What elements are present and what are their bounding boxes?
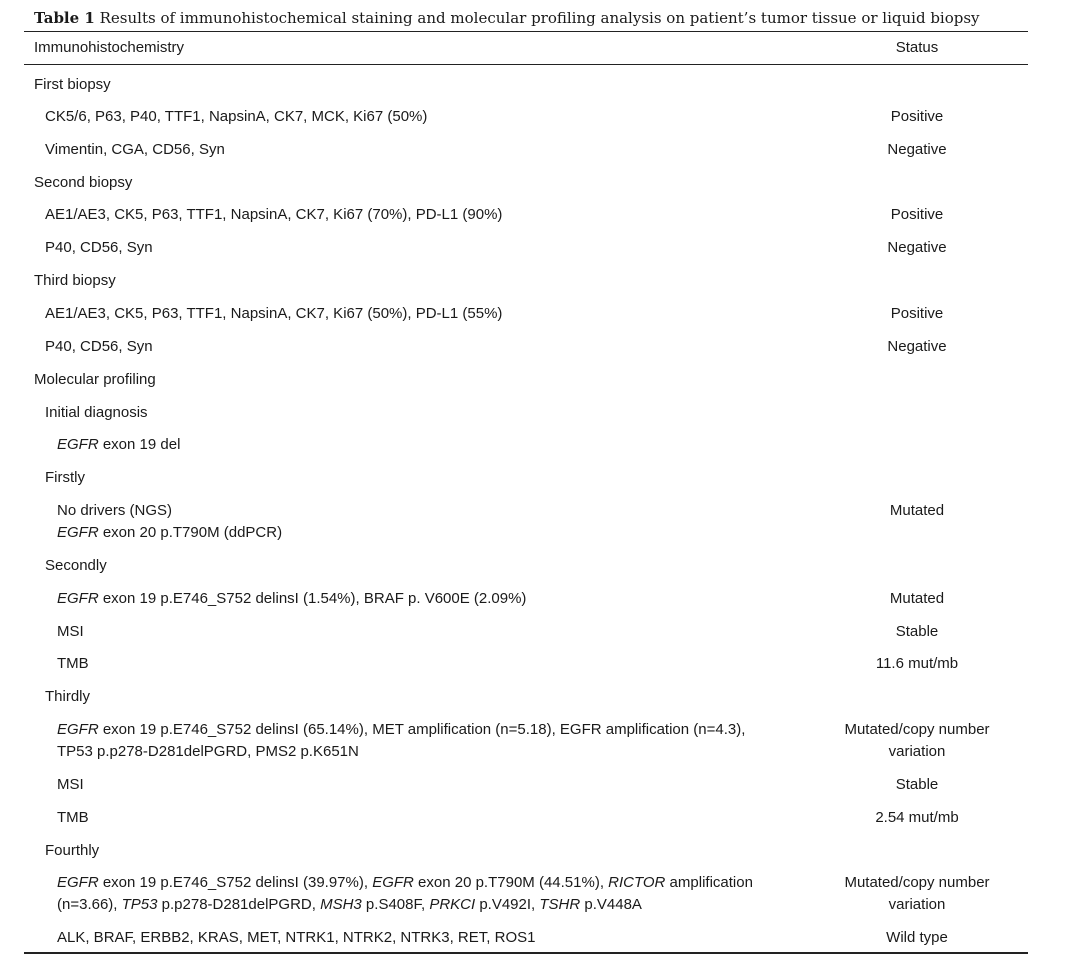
row-label [45,303,502,325]
row-label [45,336,153,358]
label-text: Secondly [45,557,107,574]
gene-name: MSH3 [320,896,362,913]
label-text: exon 19 p.E746_S752 delinsI (39.97%), [98,874,373,891]
label-text: Vimentin, CGA, CD56, Syn [45,141,225,158]
label-line [57,719,745,741]
header-rule [24,64,1028,65]
label-text: P40, CD56, Syn [45,338,153,355]
label-line [57,621,84,643]
status-cell [838,774,996,796]
label-text: MSI [57,623,84,640]
status-text: Stable [895,623,939,640]
table-caption-text: Results of immunohistochemical staining and molecular profiling analysis on patient’s tumor tissue or liquid biopsy [99,9,980,27]
label-line [45,237,153,259]
status-cell [838,500,996,522]
label-line [45,467,85,489]
label-text: p.S408F, [361,896,430,913]
label-text: First biopsy [34,76,111,93]
status-text: Negative [887,141,947,158]
label-line [45,336,153,358]
row-label [57,500,282,544]
row-label [45,139,225,161]
label-text: AE1/AE3, CK5, P63, TTF1, NapsinA, CK7, Ki67 (50%), PD-L1 (55%) [45,305,503,322]
row-label [45,467,85,489]
label-text: Firstly [45,469,85,486]
label-text: (n=3.66), [57,896,122,913]
header-status: Status [895,39,939,56]
status-text: Mutated [889,590,945,607]
status-text: Mutated/copy number [844,721,990,738]
row-label [57,588,526,610]
label-line [57,588,526,610]
row-label [45,402,148,424]
label-text: ALK, BRAF, ERBB2, KRAS, MET, NTRK1, NTRK2, NTRK3, RET, ROS1 [57,929,536,946]
label-text: p.V492I, [475,896,540,913]
label-text: MSI [57,776,84,793]
row-label [45,106,427,128]
row-label [34,270,116,292]
label-line [34,270,116,292]
table-header [0,37,1070,59]
status-cell [838,872,996,916]
gene-name: EGFR [57,524,99,541]
label-line [57,653,89,675]
status-cell [838,139,996,161]
label-text: TMB [57,809,89,826]
label-line [57,500,282,522]
status-text: Positive [890,108,944,125]
label-text: exon 20 p.T790M (ddPCR) [98,524,283,541]
row-label [45,237,153,259]
row-label [45,686,90,708]
label-line [57,434,180,456]
gene-name: TSHR [539,896,581,913]
label-line [45,106,427,128]
status-cell [838,336,996,358]
label-line [34,74,111,96]
status-cell [838,204,996,226]
row-label [57,872,753,916]
label-line [34,369,156,391]
gene-name: TP53 [121,896,158,913]
header-immunohistochemistry: Immunohistochemistry [34,39,185,56]
label-text: p.p278-D281delPGRD, [157,896,321,913]
status-text: Wild type [886,929,948,946]
label-text: Initial diagnosis [45,404,148,421]
row-label [57,434,180,456]
label-line [57,894,753,916]
label-text: exon 20 p.T790M (44.51%), [413,874,609,891]
label-text: TP53 p.p278-D281delPGRD, PMS2 p.K651N [57,743,359,760]
status-cell [838,106,996,128]
table-label: Table 1 [34,9,95,27]
bottom-rule [24,952,1028,954]
label-text: Thirdly [45,688,91,705]
row-label [34,74,111,96]
status-text: Mutated [889,502,945,519]
status-cell [838,621,996,643]
row-label [34,172,132,194]
label-line [45,555,107,577]
row-label [57,719,745,763]
label-line [57,741,745,763]
status-text: Negative [887,338,947,355]
label-line [45,303,502,325]
label-text: Second biopsy [34,174,133,191]
label-text: TMB [57,655,89,672]
label-line [45,402,148,424]
gene-name: EGFR [372,874,414,891]
status-text: Mutated/copy number [844,874,990,891]
top-rule [24,31,1028,32]
label-line [57,522,282,544]
gene-name: EGFR [57,590,99,607]
label-text: exon 19 p.E746_S752 delinsI (1.54%), BRAF p. V600E (2.09%) [98,590,527,607]
status-text: 11.6 mut/mb [875,655,959,672]
label-line [57,872,753,894]
label-text: exon 19 p.E746_S752 delinsI (65.14%), MET amplification (n=5.18), EGFR amplification (n=4.3), [98,721,746,738]
gene-name: PRKCI [429,896,476,913]
status-cell [838,927,996,949]
status-text: variation [888,896,946,913]
status-cell [838,807,996,829]
row-label [45,840,99,862]
label-line [57,774,84,796]
label-text: CK5/6, P63, P40, TTF1, NapsinA, CK7, MCK, Ki67 (50%) [45,108,428,125]
status-text: variation [888,743,946,760]
label-text: AE1/AE3, CK5, P63, TTF1, NapsinA, CK7, Ki67 (70%), PD-L1 (90%) [45,206,503,223]
status-cell [838,719,996,763]
status-text: Positive [890,305,944,322]
row-label [57,807,89,829]
row-label [45,555,107,577]
label-text: amplification [665,874,753,891]
label-text: Third biopsy [34,272,116,289]
label-line [45,204,502,226]
row-label [34,369,156,391]
row-label [57,621,84,643]
gene-name: EGFR [57,721,99,738]
row-label [57,774,84,796]
status-cell [838,303,996,325]
label-text: Molecular profiling [34,371,156,388]
label-line [45,139,225,161]
label-line [34,172,132,194]
label-line [57,927,535,949]
label-line [57,807,89,829]
label-text: Fourthly [45,842,100,859]
table-caption [34,9,1034,27]
status-text: Positive [890,206,944,223]
row-label [45,204,502,226]
gene-name: EGFR [57,874,99,891]
label-text: exon 19 del [98,436,181,453]
status-cell [838,653,996,675]
gene-name: RICTOR [608,874,666,891]
status-cell [838,588,996,610]
gene-name: EGFR [57,436,99,453]
status-cell [838,237,996,259]
status-text: Stable [895,776,939,793]
label-text: No drivers (NGS) [57,502,173,519]
label-line [45,840,99,862]
row-label [57,927,535,949]
label-text: P40, CD56, Syn [45,239,153,256]
status-text: 2.54 mut/mb [875,809,959,826]
row-label [57,653,89,675]
status-text: Negative [887,239,947,256]
label-line [45,686,90,708]
label-text: p.V448A [580,896,642,913]
